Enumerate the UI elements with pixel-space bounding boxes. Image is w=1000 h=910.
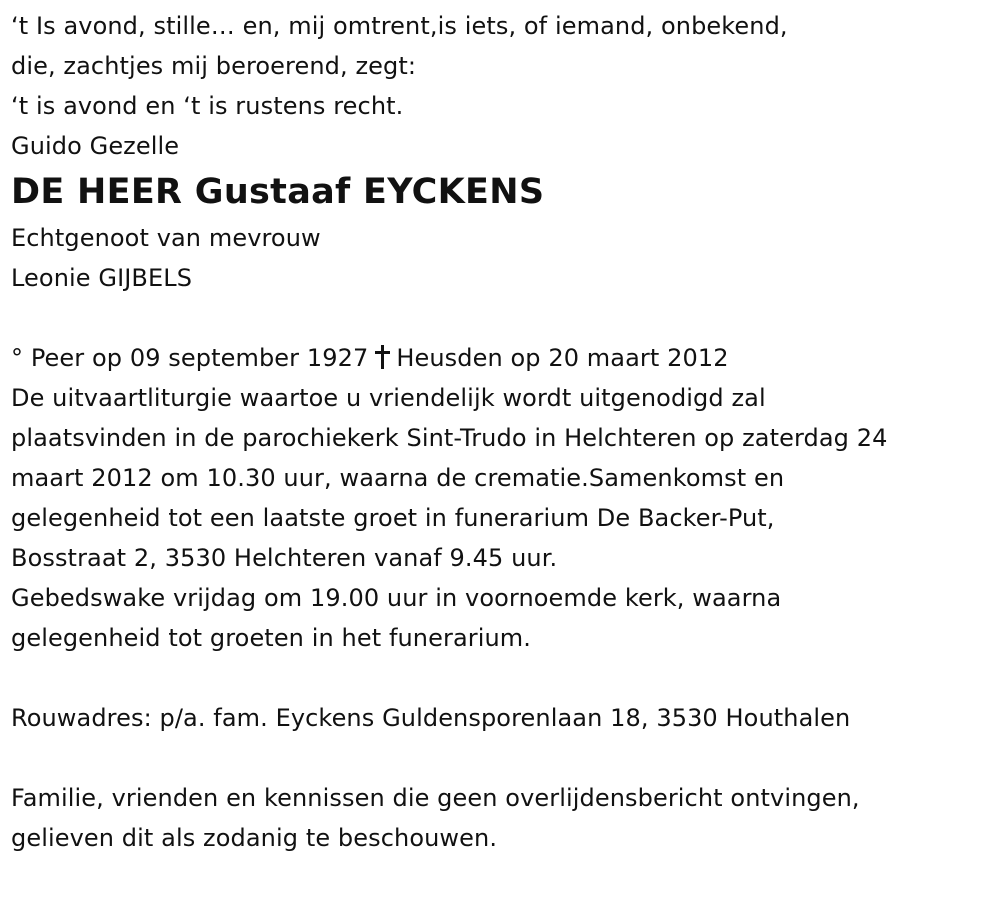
spacer bbox=[11, 658, 996, 698]
notice-line-1: Familie, vrienden en kennissen die geen overlijdensbericht ontvingen, bbox=[11, 784, 860, 812]
poem-line-3: ‘t is avond en ‘t is rustens recht. bbox=[11, 92, 404, 120]
birth-text: ° Peer op 09 september 1927 bbox=[11, 344, 369, 372]
spouse-name: Leonie GIJBELS bbox=[11, 264, 193, 292]
funeral-line: plaatsvinden in de parochiekerk Sint-Trudo in Helchteren op zaterdag 24 bbox=[11, 424, 888, 452]
birth-death-line bbox=[11, 338, 996, 378]
funeral-line: maart 2012 om 10.30 uur, waarna de crematie.Samenkomst en bbox=[11, 464, 785, 492]
funeral-details bbox=[11, 378, 996, 658]
spacer bbox=[11, 298, 996, 338]
mourning-address: Rouwadres: p/a. fam. Eyckens Guldensporenlaan 18, 3530 Houthalen bbox=[11, 704, 851, 732]
funeral-line: Gebedswake vrijdag om 19.00 uur in voornoemde kerk, waarna bbox=[11, 584, 782, 612]
poem-author: Guido Gezelle bbox=[11, 132, 180, 160]
cross-icon bbox=[374, 345, 392, 369]
funeral-line: De uitvaartliturgie waartoe u vriendelijk wordt uitgenodigd zal bbox=[11, 384, 766, 412]
deceased-name: DE HEER Gustaaf EYCKENS bbox=[11, 172, 545, 212]
funeral-line: gelegenheid tot groeten in het funerarium. bbox=[11, 624, 532, 652]
funeral-line: Bosstraat 2, 3530 Helchteren vanaf 9.45 uur. bbox=[11, 544, 558, 572]
spouse-intro: Echtgenoot van mevrouw bbox=[11, 224, 321, 252]
death-text: Heusden op 20 maart 2012 bbox=[396, 344, 729, 372]
poem-block bbox=[11, 6, 996, 166]
funeral-line: gelegenheid tot een laatste groet in funerarium De Backer-Put, bbox=[11, 504, 775, 532]
obituary-notice bbox=[11, 6, 996, 858]
spacer bbox=[11, 738, 996, 778]
notice-line-2: gelieven dit als zodanig te beschouwen. bbox=[11, 824, 498, 852]
poem-line-2: die, zachtjes mij beroerend, zegt: bbox=[11, 52, 417, 80]
poem-line-1: ‘t Is avond, stille… en, mij omtrent,is iets, of iemand, onbekend, bbox=[11, 12, 788, 40]
